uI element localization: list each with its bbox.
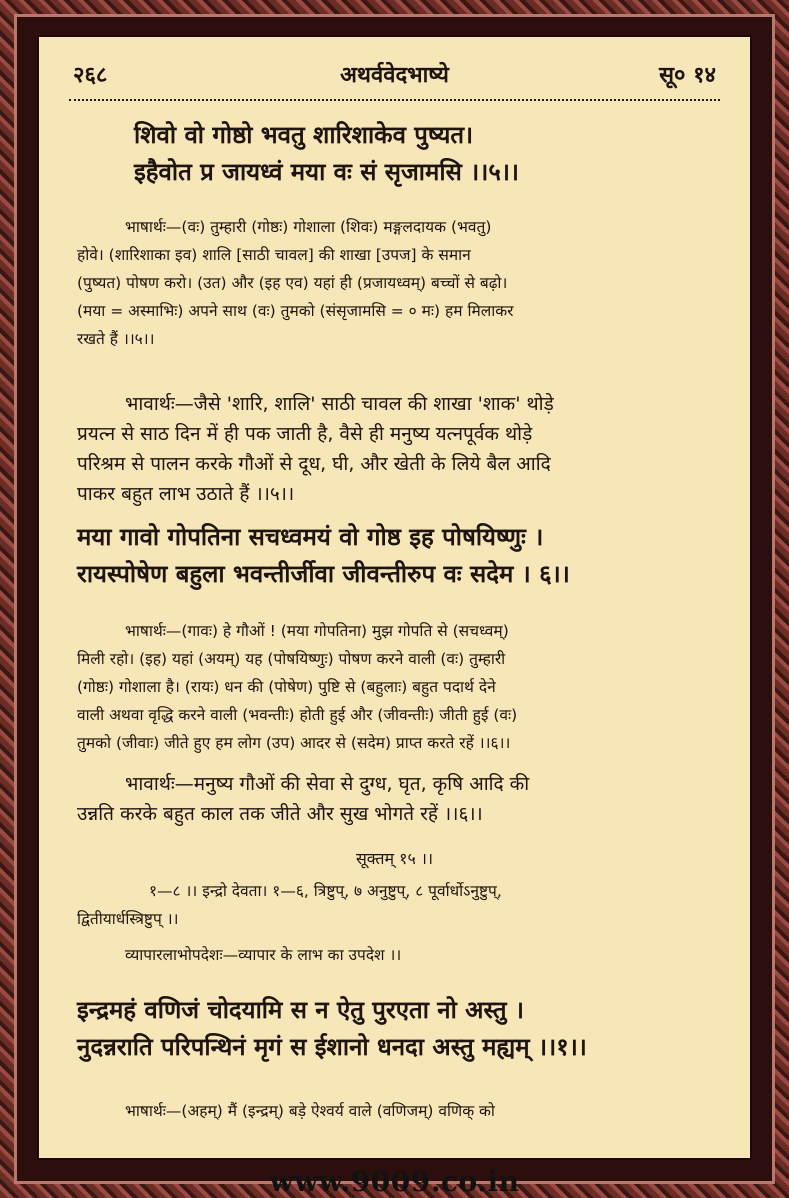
- header-rule: [69, 99, 720, 101]
- bhashartha-6: [77, 617, 750, 757]
- sukta-meta: [77, 877, 750, 933]
- verse-line: शिवो वो गोष्ठो भवतु शारिशाकेव पुष्यत।: [134, 121, 474, 149]
- prose-line: होवे। (शारिशाका इव) शालि [साठी चावल] की शाखा [उपज] के समान: [77, 246, 471, 264]
- verse-line: रायस्पोषेण बहुला भवन्तीर्जीवा जीवन्तीरुप वः सदेम । ६।।: [77, 560, 570, 588]
- prose-line: पाकर बहुत लाभ उठाते हैं ।।५।।: [77, 483, 295, 505]
- verse-5: [134, 117, 750, 191]
- prose-line: रखते हैं ।।५।।: [77, 330, 155, 348]
- verse-line: मया गावो गोपतिना सचध्वमयं वो गोष्ठ इह पोषयिष्णुः ।: [77, 523, 544, 551]
- scanned-page: [37, 35, 752, 1160]
- prose-line: भावार्थः—मनुष्य गौओं की सेवा से दुग्ध, घृत, कृषि आदि की: [125, 773, 530, 795]
- prose-line: (मया = अस्माभिः) अपने साथ (वः) तुमको (संसृजामसि = ० मः) हम मिलाकर: [77, 302, 514, 320]
- prose-line: भावार्थः—जैसे 'शारि, शालि' साठी चावल की शाखा 'शाक' थोड़े: [125, 393, 554, 415]
- verse-line: इन्द्रमहं वणिजं चोदयामि स न ऐतु पुरएता नो अस्तु ।: [77, 996, 524, 1024]
- prose-line: प्रयत्न से साठ दिन में ही पक जाती है, वैसे ही मनुष्य यत्नपूर्वक थोड़े: [77, 423, 533, 445]
- prose-line: भाषार्थः—(वः) तुम्हारी (गोष्ठः) गोशाला (शिवः) मङ्गलदायक (भवतु): [125, 218, 492, 236]
- bhavartha-5: [77, 389, 750, 509]
- prose-line: (पुष्यत) पोषण करो। (उत) और (इह एव) यहां ही (प्रजायध्वम्) बच्चों से बढ़ो।: [77, 274, 508, 292]
- bhashartha-5: [77, 213, 750, 353]
- prose-line: वाली अथवा वृद्धि करने वाली (भवन्तीः) होती हुई और (जीवन्तीः) जीती हुई (वः): [77, 706, 518, 724]
- watermark-url: www.9009.co.in: [269, 1165, 520, 1198]
- prose-line: भाषार्थः—(गावः) हे गौओं ! (मया गोपतिना) मुझ गोपति से (सचध्वम्): [125, 622, 509, 640]
- bhavartha-6: [77, 769, 750, 829]
- prose-line: उन्नति करके बहुत काल तक जीते और सुख भोगते रहें ।।६।।: [77, 803, 483, 825]
- running-title: अथर्ववेदभाष्ये: [340, 63, 449, 88]
- prose-line: परिश्रम से पालन करके गौओं से दूध, घी, और खेती के लिये बैल आदि: [77, 453, 551, 475]
- prose-line: १—८ ।। इन्द्रो देवता। १—६, त्रिष्टुप्, ७ अनुष्टुप्, ८ पूर्वार्धोऽनुष्टुप्,: [149, 882, 502, 900]
- page-header: [63, 59, 726, 95]
- bhashartha-1: [77, 1097, 750, 1125]
- verse-line: नुदन्नराति परिपन्थिनं मृगं स ईशानो धनदा अस्तु मह्यम् ।।१।।: [77, 1033, 587, 1061]
- sukta-title: सूक्तम् १५ ।।: [355, 849, 434, 868]
- page-number: २६८: [73, 63, 108, 88]
- verse-1: [77, 992, 750, 1066]
- section-label: सू० १४: [659, 63, 716, 88]
- verse-6: [77, 519, 750, 593]
- prose-line: तुमको (जीवाः) जीते हुए हम लोग (उप) आदर से (सदेम) प्राप्त करते रहें ।।६।।: [77, 734, 511, 752]
- prose-line: भाषार्थः—(अहम्) मैं (इन्द्रम्) बड़े ऐश्वर्य वाले (वणिजम्) वणिक् को: [125, 1102, 495, 1120]
- verse-line: इहैवोत प्र जायध्वं मया वः सं सृजामसि ।।५।।: [134, 158, 520, 186]
- prose-line: द्वितीयार्धस्त्रिष्टुप् ।।: [77, 910, 179, 928]
- prose-line: मिली रहो। (इह) यहां (अयम्) यह (पोषयिष्णुः) पोषण करने वाली (वः) तुम्हारी: [77, 650, 506, 668]
- sukta-topic: व्यापारलाभोपदेशः—व्यापार के लाभ का उपदेश ।।: [125, 946, 402, 964]
- prose-line: (गोष्ठः) गोशाला है। (रायः) धन की (पोषेण) पुष्टि से (बहुलाः) बहुत पदार्थ देने: [77, 678, 496, 696]
